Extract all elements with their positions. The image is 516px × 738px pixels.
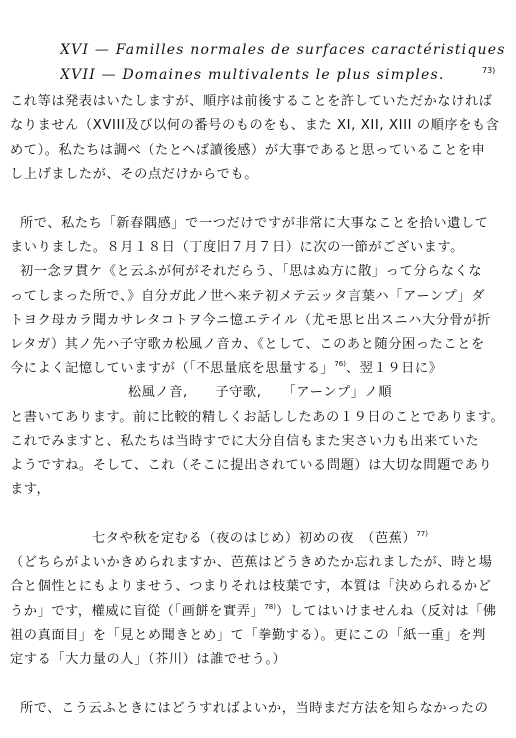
text-segment: 、翌１９日に》 — [345, 361, 443, 376]
footnote-marker: 77) — [416, 530, 428, 538]
text-line: し上げましたが、その点だけからでも。 — [10, 167, 259, 182]
french-title: Domaines multivalents le plus simples. — [122, 67, 445, 83]
text-line — [10, 603, 510, 621]
text-line: これ等は発表はいたしますが、順序は前後することを許していただかなければ — [10, 94, 493, 109]
text-line: 定する「大力量の人」（芥川）は誰でせう。） — [10, 652, 287, 667]
text-line: まいりました。８月１８日（丁度旧７月７日）に次の一節がございます。 — [10, 240, 464, 255]
french-line-xvi — [60, 41, 510, 59]
text-line: 祖の真面目」を「見とめ聞きとめ」て「拳勤する）。更にこの「紙一重」を判 — [10, 628, 486, 643]
text-line: 初一念ヲ貫ケ《と云ふが何がそれだらう、「思はぬ方に散」って分らなくな — [20, 264, 483, 279]
sequence-line: 松風ノ音, 子守歌, 「アーンプ」ノ順 — [127, 385, 393, 400]
text-line: 所で、こう云ふときにはどうすればよいか，当時まだ方法を知らなかったの — [20, 701, 489, 716]
footnote-marker: 73) — [482, 66, 496, 75]
french-title: Familles normales de surfaces caractéristiques — [115, 42, 506, 58]
text-line: なりません（XVIII及び以何の番号のものをも、また XI, XII, XIII の順序をも含 — [10, 118, 500, 133]
haiku-line — [10, 530, 510, 548]
haiku-text: 七タや秋を定むる（夜のはじめ）初めの夜 （芭蕉） — [92, 531, 417, 546]
roman-numeral: XVI — [60, 42, 90, 58]
text-line: めて）。私たちは調べ（たとへば讀後感）が大事であると思っていることを申 — [10, 143, 486, 158]
dash: — — [101, 67, 123, 83]
text-line: これでみますと、私たちは当時すでに大分自信もまた実さい力も出来ていた — [10, 434, 480, 449]
text-line — [10, 360, 510, 378]
text-line: 所で、私たち「新春隅感」で一つだけですが非常に大事なことを拾い遺して — [20, 216, 489, 231]
text-line: ようですね。そして、これ（そこに提出されている問題）は大切な問題であり — [10, 458, 493, 473]
text-line: ってしまった所で、》自分ガ此ノ世ヘ来テ初メテ云ッタ言葉ハ「アーンプ」ダ — [10, 289, 486, 304]
footnote-marker: 78) — [264, 603, 276, 611]
dash: — — [94, 42, 116, 58]
text-segment: 今によく記憶していますが（「不思量底を思量する」 — [10, 361, 335, 376]
text-line: ます， — [10, 482, 51, 497]
text-line: と書いてあります。前に比較的精しくお話ししたあの１９日のことであります。 — [10, 410, 505, 425]
french-line-xvii — [60, 66, 480, 84]
text-line: トヨク母カラ聞カサレタコトヲ今ニ憶エテイル（尤モ思ヒ出スニハ大分骨が折 — [10, 313, 491, 328]
roman-numeral: XVII — [60, 67, 96, 83]
text-segment: うか」です，權威に盲從（「画餅を實弄」 — [10, 604, 265, 619]
text-line: レタガ）其ノ先ハ子守歌カ松風ノ音カ、《として、このあと随分困ったことを — [10, 337, 485, 352]
text-line: 合と個性とにもよりませう、つまりそれは枝葉です，本質は「決められるかど — [10, 579, 492, 594]
footnote-marker: 76) — [334, 360, 346, 368]
text-segment: ）してはいけませんね（反対は「佛 — [275, 604, 497, 619]
text-line: （どちらがよいかきめられますか、芭蕉はどうきめたか忘れましたが、時と場 — [10, 555, 493, 570]
